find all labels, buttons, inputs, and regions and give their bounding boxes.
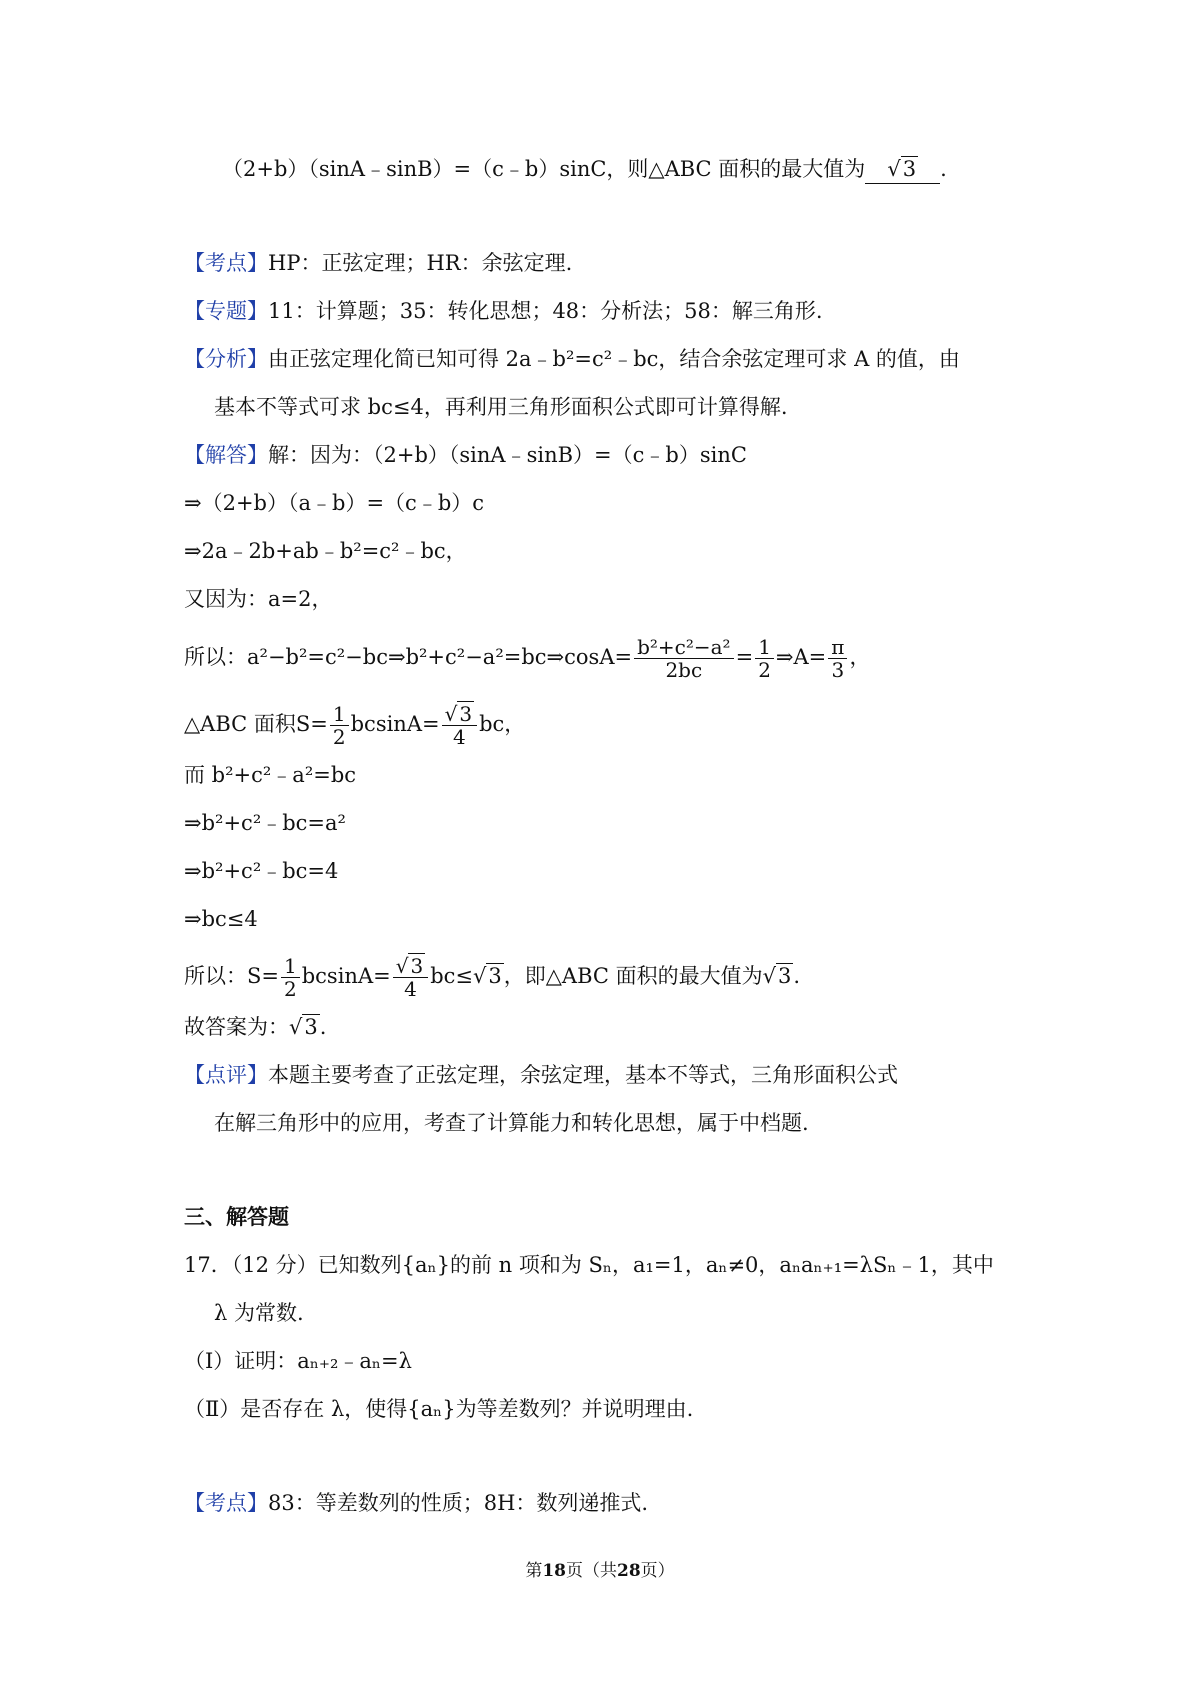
section-heading: 三、解答题	[184, 1204, 289, 1229]
dianping-line-2: 在解三角形中的应用，考查了计算能力和转化思想，属于中档题.	[214, 1111, 809, 1135]
dianping-tag: 【点评】	[184, 1063, 268, 1087]
step-5: △ABC 面积S= $\frac{1}{2}$ bcsinA= $\frac{√ 3}{4}$ bc，	[184, 702, 526, 749]
fraction: $\frac{√ 3}{4}$	[393, 955, 428, 1000]
q17-part-i: （Ⅰ）证明：aₙ₊₂﹣aₙ=λ	[184, 1349, 412, 1373]
step-2: ⇒2a﹣2b+ab﹣b²=c²﹣bc，	[184, 539, 467, 563]
step-11: 故答案为：√3.	[184, 1015, 327, 1039]
step-4: 所以：a²−b²=c²−bc⇒b²+c²−a²=bc⇒cosA= $\frac{\text{b²+c²−a²}}{2bc}$ = $\frac{1}{2}$ ⇒A= $\frac{\pi}{3}$ ，	[184, 635, 871, 682]
step-1: ⇒（2+b）（a﹣b）=（c﹣b）c	[184, 491, 485, 515]
zhuanti-tag: 【专题】	[184, 299, 268, 323]
zhuanti-line: 【专题】11：计算题；35：转化思想；48：分析法；58：解三角形.	[184, 299, 823, 323]
kaodian2-line: 【考点】83：等差数列的性质；8H：数列递推式.	[184, 1491, 649, 1515]
fraction: $\frac{\pi}{3}$	[828, 636, 847, 681]
step-6: 而 b²+c²﹣a²=bc	[184, 763, 357, 787]
dianping-line-1: 【点评】本题主要考查了正弦定理，余弦定理，基本不等式，三角形面积公式	[184, 1063, 898, 1087]
fraction: $\frac{1}{2}$	[281, 955, 300, 1000]
fenxi-line-2: 基本不等式可求 bc≤4，再利用三角形面积公式即可计算得解.	[214, 395, 788, 419]
fraction: $\frac{\text{b²+c²−a²}}{2bc}$	[634, 636, 734, 681]
fraction: $\frac{1}{2}$	[755, 636, 774, 681]
step-8: ⇒b²+c²﹣bc=4	[184, 859, 339, 883]
problem-tail: （2+b）（sinA﹣sinB）=（c﹣b）sinC，则△ABC 面积的最大值为 √3 .	[222, 154, 947, 184]
step-7: ⇒b²+c²﹣bc=a²	[184, 811, 346, 835]
q17-line-1: 17．（12 分）已知数列{aₙ}的前 n 项和为 Sₙ，a₁=1，aₙ≠0，aₙaₙ₊₁=λSₙ﹣1，其中	[184, 1253, 994, 1277]
kaodian-tag: 【考点】	[184, 251, 268, 275]
q17-part-ii: （Ⅱ）是否存在 λ，使得{aₙ}为等差数列？并说明理由.	[184, 1397, 694, 1421]
kaodian2-tag: 【考点】	[184, 1491, 268, 1515]
page-footer: 第18页（共28页）	[525, 1561, 675, 1581]
kaodian-line: 【考点】HP：正弦定理；HR：余弦定理.	[184, 251, 573, 275]
answer-blank: √3	[865, 155, 940, 184]
page-total: 28	[617, 1561, 641, 1581]
step-9: ⇒bc≤4	[184, 907, 258, 931]
fenxi-line-1: 【分析】由正弦定理化简已知可得 2a﹣b²=c²﹣bc，结合余弦定理可求 A 的值，由	[184, 347, 960, 371]
fraction: $\frac{1}{2}$	[330, 703, 349, 748]
fraction: $\frac{√ 3}{4}$	[442, 703, 477, 748]
fenxi-tag: 【分析】	[184, 347, 268, 371]
jieda-line: 【解答】解：因为：（2+b）（sinA﹣sinB）=（c﹣b）sinC	[184, 443, 747, 467]
step-10: 所以：S= $\frac{1}{2}$ bcsinA= $\frac{√ 3}{4}$ bc≤√3，即△ABC 面积的最大值为√3.	[184, 954, 801, 1001]
step-3: 又因为：a=2，	[184, 587, 333, 611]
q17-line-2: λ 为常数.	[214, 1301, 304, 1325]
page-number: 18	[542, 1561, 566, 1581]
jieda-tag: 【解答】	[184, 443, 268, 467]
